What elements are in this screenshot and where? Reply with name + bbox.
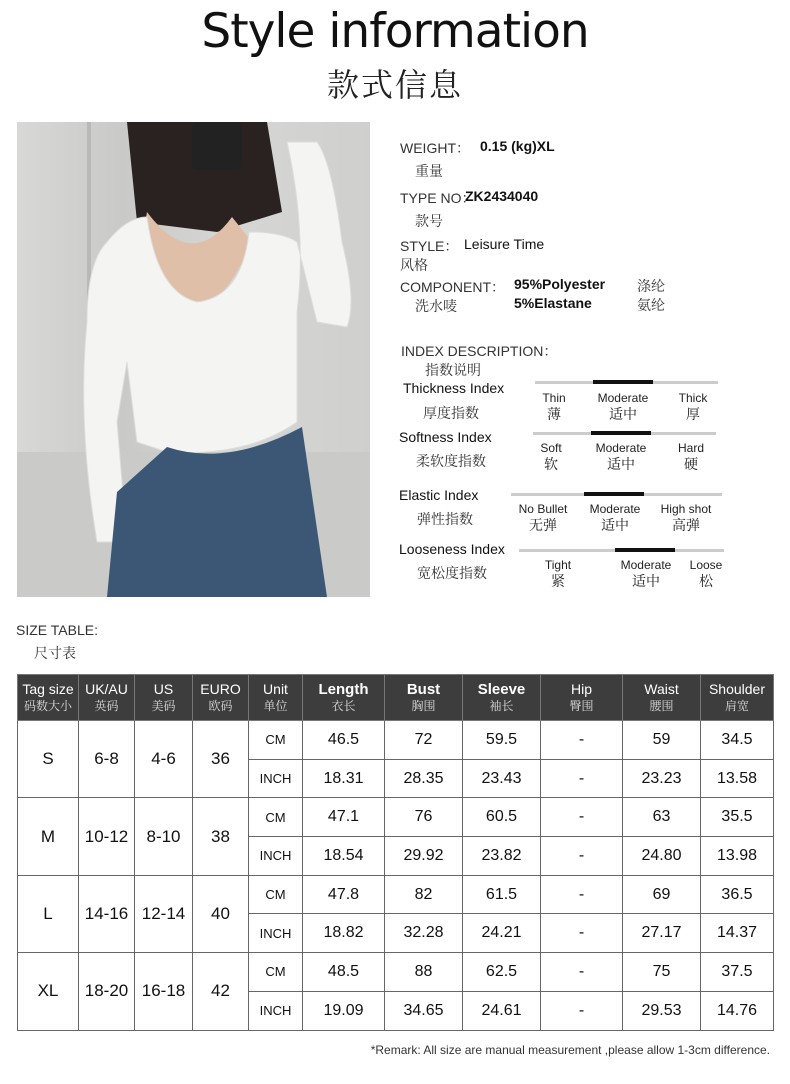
index-option-cn: 紧 (551, 573, 565, 589)
measurement-cell: 34.5 (701, 721, 774, 760)
column-header (303, 675, 385, 721)
measurement-cell: 28.35 (385, 759, 463, 798)
column-header-cn: 码数大小 (23, 698, 72, 713)
table-header-row (18, 675, 774, 721)
measurement-cell: 14.76 (701, 991, 774, 1030)
measurement-cell: 24.61 (463, 991, 541, 1030)
unit-inch: INCH (249, 991, 303, 1030)
index-option (583, 390, 663, 422)
index-option-en: High shot (660, 502, 712, 516)
index-option (646, 501, 726, 533)
index-option-en: Loose (689, 558, 723, 572)
size-table-label: SIZE TABLE: (16, 622, 98, 638)
index-option-cn: 薄 (547, 406, 561, 422)
index-option (514, 390, 594, 422)
index-option-cn: 厚 (686, 406, 700, 422)
index-name-cn: 宽松度指数 (417, 565, 487, 581)
table-row (18, 798, 774, 837)
size-uk: 6-8 (79, 721, 135, 798)
weight-label: WEIGHT： (400, 140, 470, 156)
size-euro: 38 (193, 798, 249, 875)
measurement-cell: 72 (385, 721, 463, 760)
column-header (463, 675, 541, 721)
measurement-cell: 47.1 (303, 798, 385, 837)
measurement-cell: 23.23 (623, 759, 701, 798)
index-option (503, 501, 583, 533)
weight-value: 0.15 (kg)XL (480, 138, 555, 154)
index-name: Softness Index (399, 429, 492, 445)
column-header-cn: 欧码 (208, 698, 233, 713)
unit-inch: INCH (249, 837, 303, 876)
table-row (18, 953, 774, 992)
size-euro: 40 (193, 875, 249, 952)
column-header-en: US (153, 680, 174, 697)
unit-inch: INCH (249, 914, 303, 953)
measurement-cell: 82 (385, 875, 463, 914)
size-tag: L (18, 875, 79, 952)
measurement-cell: 13.58 (701, 759, 774, 798)
unit-cm: CM (249, 953, 303, 992)
measurement-cell: - (541, 875, 623, 914)
measurement-cell: 61.5 (463, 875, 541, 914)
column-header (135, 675, 193, 721)
index-selected-marker (584, 492, 644, 496)
measurement-cell: 47.8 (303, 875, 385, 914)
size-table-label-cn: 尺寸表 (34, 645, 76, 661)
index-option (518, 557, 598, 589)
measurement-cell: 69 (623, 875, 701, 914)
measurement-cell: 76 (385, 798, 463, 837)
index-option (666, 557, 746, 589)
measurement-cell: - (541, 721, 623, 760)
index-scale-bar (533, 432, 716, 435)
component-cn: 洗水唛 (415, 298, 457, 314)
size-uk: 14-16 (79, 875, 135, 952)
measurement-cell: 36.5 (701, 875, 774, 914)
column-header-en: Bust (406, 680, 441, 698)
column-header (541, 675, 623, 721)
size-tag: XL (18, 953, 79, 1030)
measurement-cell: 29.92 (385, 837, 463, 876)
unit-cm: CM (249, 798, 303, 837)
index-option-en: Moderate (589, 502, 641, 516)
measurement-cell: 14.37 (701, 914, 774, 953)
component-2-cn: 氨纶 (637, 297, 665, 313)
size-us: 12-14 (135, 875, 193, 952)
size-us: 4-6 (135, 721, 193, 798)
index-selected-marker (615, 548, 675, 552)
index-option-en: Thick (678, 391, 708, 405)
index-option-cn: 软 (544, 456, 558, 472)
style-label: STYLE： (400, 238, 459, 254)
component-2: 5%Elastane (514, 295, 592, 311)
column-header (18, 675, 79, 721)
size-uk: 18-20 (79, 953, 135, 1030)
type-value: ZK2434040 (465, 188, 539, 204)
measurement-cell: 23.82 (463, 837, 541, 876)
component-1: 95%Polyester (514, 276, 606, 292)
index-option-en: Hard (677, 441, 704, 455)
size-uk: 10-12 (79, 798, 135, 875)
column-header-en: Hip (570, 680, 592, 697)
index-scale-bar (519, 549, 724, 552)
column-header (623, 675, 701, 721)
measurement-cell: 18.82 (303, 914, 385, 953)
measurement-cell: 13.98 (701, 837, 774, 876)
column-header-cn: 肩宽 (724, 698, 749, 713)
measurement-cell: 24.80 (623, 837, 701, 876)
index-name-cn: 厚度指数 (423, 405, 479, 421)
index-label: INDEX DESCRIPTION： (401, 343, 558, 359)
component-label: COMPONENT： (400, 279, 505, 295)
measurement-cell: 29.53 (623, 991, 701, 1030)
index-option (511, 440, 591, 472)
index-option-en: Moderate (595, 441, 647, 455)
page-title: Style information (201, 4, 589, 59)
index-option-cn: 适中 (601, 517, 629, 533)
size-table (17, 674, 774, 1031)
column-header-en: Unit (263, 680, 288, 697)
product-photo (17, 122, 370, 597)
measurement-cell: 59.5 (463, 721, 541, 760)
index-option-en: Thin (542, 391, 566, 405)
measurement-cell: 59 (623, 721, 701, 760)
measurement-cell: 34.65 (385, 991, 463, 1030)
index-option (651, 440, 731, 472)
index-option-cn: 无弹 (529, 517, 557, 533)
size-tag: M (18, 798, 79, 875)
index-name: Elastic Index (399, 487, 479, 503)
index-option (575, 501, 655, 533)
index-name: Looseness Index (399, 541, 505, 557)
unit-cm: CM (249, 721, 303, 760)
index-option-en: Moderate (620, 558, 672, 572)
column-header (385, 675, 463, 721)
index-option-cn: 松 (699, 573, 713, 589)
measurement-cell: 63 (623, 798, 701, 837)
measurement-cell: - (541, 837, 623, 876)
index-option-en: Tight (544, 558, 572, 572)
measurement-cell: 18.54 (303, 837, 385, 876)
measurement-cell: - (541, 914, 623, 953)
column-header (79, 675, 135, 721)
measurement-cell: 88 (385, 953, 463, 992)
index-name-cn: 柔软度指数 (416, 453, 486, 469)
index-selected-marker (591, 431, 651, 435)
column-header-cn: 单位 (263, 698, 288, 713)
size-tag: S (18, 721, 79, 798)
measurement-cell: 18.31 (303, 759, 385, 798)
column-header-cn: 袖长 (489, 698, 514, 713)
column-header-en: Sleeve (477, 680, 526, 698)
measurement-cell: 19.09 (303, 991, 385, 1030)
index-scale-bar (535, 381, 718, 384)
index-scale-bar (511, 493, 722, 496)
column-header-cn: 胸围 (411, 698, 436, 713)
index-option-en: Soft (540, 441, 562, 455)
measurement-cell: 23.43 (463, 759, 541, 798)
index-name-cn: 弹性指数 (417, 511, 473, 527)
measurement-cell: - (541, 953, 623, 992)
column-header-cn: 臀围 (569, 698, 594, 713)
measurement-cell: 24.21 (463, 914, 541, 953)
index-option (653, 390, 733, 422)
style-value: Leisure Time (464, 236, 545, 252)
index-option-cn: 适中 (607, 456, 635, 472)
column-header-en: Length (318, 680, 369, 698)
measurement-cell: 35.5 (701, 798, 774, 837)
index-option-cn: 适中 (609, 406, 637, 422)
index-label-cn: 指数说明 (425, 362, 481, 378)
index-option-cn: 硬 (684, 456, 698, 472)
column-header-en: Tag size (22, 680, 74, 697)
measurement-cell: - (541, 798, 623, 837)
unit-cm: CM (249, 875, 303, 914)
unit-inch: INCH (249, 759, 303, 798)
component-1-cn: 涤纶 (637, 278, 665, 294)
measurement-cell: 27.17 (623, 914, 701, 953)
column-header (249, 675, 303, 721)
style-cn: 风格 (400, 257, 428, 273)
column-header-cn: 美码 (151, 698, 176, 713)
type-cn: 款号 (415, 213, 443, 229)
table-row (18, 721, 774, 760)
index-option-cn: 高弹 (672, 517, 700, 533)
size-euro: 42 (193, 953, 249, 1030)
measurement-cell: 46.5 (303, 721, 385, 760)
remark-note: *Remark: All size are manual measurement ,please allow 1-3cm difference. (370, 1043, 770, 1057)
table-row (18, 875, 774, 914)
index-option (581, 440, 661, 472)
column-header-en: UK/AU (85, 680, 128, 697)
index-option-cn: 适中 (632, 573, 660, 589)
size-us: 8-10 (135, 798, 193, 875)
index-selected-marker (593, 380, 653, 384)
column-header-en: EURO (200, 680, 241, 697)
column-header-cn: 衣长 (331, 698, 356, 713)
column-header (701, 675, 774, 721)
column-header-cn: 英码 (94, 698, 119, 713)
measurement-cell: 37.5 (701, 953, 774, 992)
measurement-cell: 60.5 (463, 798, 541, 837)
column-header-en: Shoulder (708, 680, 766, 697)
measurement-cell: 75 (623, 953, 701, 992)
measurement-cell: 32.28 (385, 914, 463, 953)
column-header-cn: 腰围 (649, 698, 674, 713)
index-option-en: No Bullet (518, 502, 568, 516)
measurement-cell: 48.5 (303, 953, 385, 992)
index-option-en: Moderate (597, 391, 649, 405)
index-name: Thickness Index (403, 380, 505, 396)
page-subtitle: 款式信息 (326, 67, 463, 103)
measurement-cell: - (541, 759, 623, 798)
column-header-en: Waist (644, 680, 679, 697)
weight-cn: 重量 (415, 163, 443, 179)
measurement-cell: 62.5 (463, 953, 541, 992)
measurement-cell: - (541, 991, 623, 1030)
type-label: TYPE NO： (400, 190, 476, 206)
size-euro: 36 (193, 721, 249, 798)
size-us: 16-18 (135, 953, 193, 1030)
column-header (193, 675, 249, 721)
